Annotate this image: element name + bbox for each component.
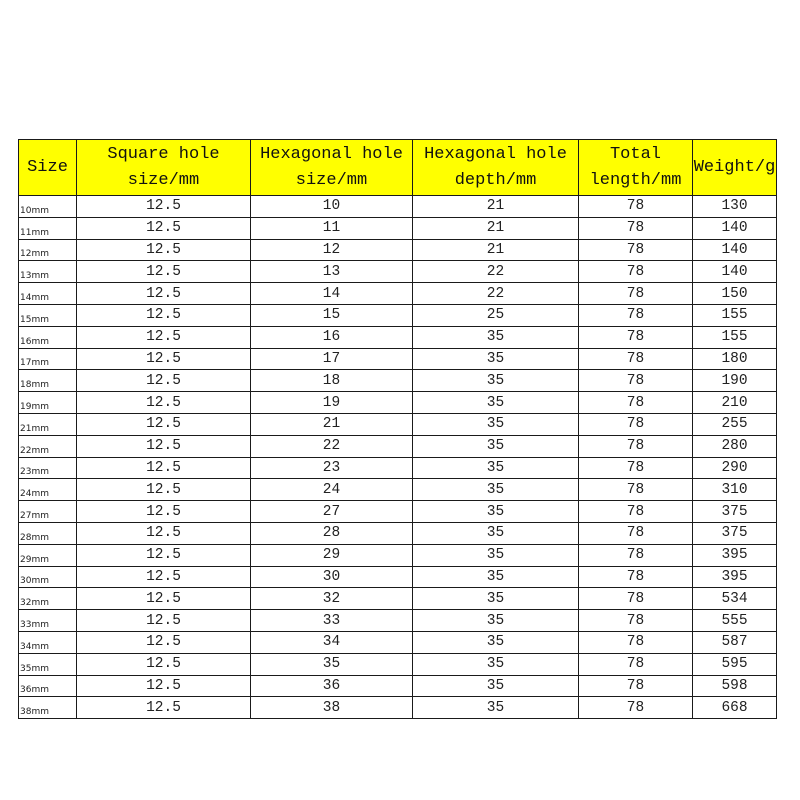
header-total-length-line: Total [609, 144, 661, 164]
header-weight-line: Weight/g [693, 157, 776, 177]
cell-weight: 210 [693, 392, 777, 414]
cell-weight: 668 [693, 697, 777, 719]
cell-size: 12mm [19, 239, 77, 261]
cell-weight: 598 [693, 675, 777, 697]
cell-size: 32mm [19, 588, 77, 610]
header-hexagonal-hole-depth [413, 140, 579, 196]
cell-hexagonal-hole-size: 16 [251, 326, 413, 348]
cell-hexagonal-hole-size: 15 [251, 304, 413, 326]
cell-size: 28mm [19, 522, 77, 544]
cell-square-hole-size: 12.5 [77, 370, 251, 392]
cell-weight: 395 [693, 566, 777, 588]
cell-hexagonal-hole-size: 30 [251, 566, 413, 588]
cell-hexagonal-hole-size: 19 [251, 392, 413, 414]
cell-size: 16mm [19, 326, 77, 348]
cell-hexagonal-hole-size: 38 [251, 697, 413, 719]
cell-weight: 155 [693, 304, 777, 326]
cell-square-hole-size: 12.5 [77, 588, 251, 610]
cell-square-hole-size: 12.5 [77, 217, 251, 239]
cell-size: 36mm [19, 675, 77, 697]
cell-total-length: 78 [579, 675, 693, 697]
cell-square-hole-size: 12.5 [77, 283, 251, 305]
cell-total-length: 78 [579, 697, 693, 719]
cell-weight: 180 [693, 348, 777, 370]
header-total-length-line: length/mm [589, 170, 682, 190]
header-hexagonal-hole-size-line: size/mm [295, 170, 368, 190]
table-row [19, 610, 777, 632]
cell-total-length: 78 [579, 392, 693, 414]
cell-total-length: 78 [579, 522, 693, 544]
cell-hexagonal-hole-size: 32 [251, 588, 413, 610]
cell-weight: 280 [693, 435, 777, 457]
cell-hexagonal-hole-size: 33 [251, 610, 413, 632]
cell-hexagonal-hole-depth: 35 [413, 697, 579, 719]
cell-hexagonal-hole-size: 18 [251, 370, 413, 392]
cell-square-hole-size: 12.5 [77, 239, 251, 261]
cell-total-length: 78 [579, 196, 693, 218]
cell-hexagonal-hole-size: 14 [251, 283, 413, 305]
cell-square-hole-size: 12.5 [77, 697, 251, 719]
cell-square-hole-size: 12.5 [77, 196, 251, 218]
cell-total-length: 78 [579, 283, 693, 305]
cell-hexagonal-hole-size: 12 [251, 239, 413, 261]
table-row [19, 239, 777, 261]
cell-square-hole-size: 12.5 [77, 304, 251, 326]
cell-size: 24mm [19, 479, 77, 501]
cell-hexagonal-hole-depth: 22 [413, 283, 579, 305]
table-row [19, 326, 777, 348]
table-row [19, 697, 777, 719]
cell-size: 23mm [19, 457, 77, 479]
table-row [19, 544, 777, 566]
spec-table [18, 139, 777, 719]
cell-total-length: 78 [579, 413, 693, 435]
table-row [19, 675, 777, 697]
cell-hexagonal-hole-size: 17 [251, 348, 413, 370]
cell-hexagonal-hole-depth: 35 [413, 392, 579, 414]
cell-square-hole-size: 12.5 [77, 544, 251, 566]
cell-hexagonal-hole-depth: 35 [413, 566, 579, 588]
cell-hexagonal-hole-depth: 35 [413, 457, 579, 479]
cell-square-hole-size: 12.5 [77, 413, 251, 435]
cell-total-length: 78 [579, 653, 693, 675]
cell-weight: 310 [693, 479, 777, 501]
cell-weight: 140 [693, 217, 777, 239]
cell-size: 27mm [19, 501, 77, 523]
cell-size: 11mm [19, 217, 77, 239]
cell-square-hole-size: 12.5 [77, 435, 251, 457]
cell-size: 17mm [19, 348, 77, 370]
header-weight [693, 140, 777, 196]
table-row [19, 392, 777, 414]
cell-size: 35mm [19, 653, 77, 675]
table-row [19, 413, 777, 435]
cell-hexagonal-hole-size: 11 [251, 217, 413, 239]
cell-size: 22mm [19, 435, 77, 457]
cell-hexagonal-hole-depth: 35 [413, 326, 579, 348]
header-total-length [579, 140, 693, 196]
table-row [19, 501, 777, 523]
cell-square-hole-size: 12.5 [77, 501, 251, 523]
cell-size: 29mm [19, 544, 77, 566]
cell-weight: 555 [693, 610, 777, 632]
cell-size: 38mm [19, 697, 77, 719]
cell-hexagonal-hole-depth: 22 [413, 261, 579, 283]
cell-hexagonal-hole-depth: 35 [413, 675, 579, 697]
cell-square-hole-size: 12.5 [77, 653, 251, 675]
cell-weight: 155 [693, 326, 777, 348]
header-square-hole-size [77, 140, 251, 196]
cell-hexagonal-hole-size: 29 [251, 544, 413, 566]
cell-weight: 375 [693, 501, 777, 523]
cell-weight: 255 [693, 413, 777, 435]
cell-square-hole-size: 12.5 [77, 631, 251, 653]
cell-weight: 534 [693, 588, 777, 610]
cell-total-length: 78 [579, 217, 693, 239]
cell-weight: 140 [693, 261, 777, 283]
cell-square-hole-size: 12.5 [77, 522, 251, 544]
cell-size: 13mm [19, 261, 77, 283]
cell-hexagonal-hole-depth: 35 [413, 479, 579, 501]
cell-square-hole-size: 12.5 [77, 457, 251, 479]
cell-hexagonal-hole-size: 10 [251, 196, 413, 218]
cell-hexagonal-hole-depth: 21 [413, 217, 579, 239]
cell-square-hole-size: 12.5 [77, 610, 251, 632]
cell-hexagonal-hole-depth: 35 [413, 588, 579, 610]
cell-square-hole-size: 12.5 [77, 261, 251, 283]
cell-total-length: 78 [579, 544, 693, 566]
cell-total-length: 78 [579, 566, 693, 588]
cell-square-hole-size: 12.5 [77, 348, 251, 370]
header-hexagonal-hole-depth-line: Hexagonal hole [424, 144, 567, 164]
cell-size: 10mm [19, 196, 77, 218]
cell-size: 18mm [19, 370, 77, 392]
cell-square-hole-size: 12.5 [77, 675, 251, 697]
cell-hexagonal-hole-size: 22 [251, 435, 413, 457]
cell-size: 19mm [19, 392, 77, 414]
cell-total-length: 78 [579, 435, 693, 457]
cell-hexagonal-hole-depth: 35 [413, 370, 579, 392]
cell-square-hole-size: 12.5 [77, 479, 251, 501]
table-row [19, 457, 777, 479]
table-row [19, 479, 777, 501]
cell-hexagonal-hole-depth: 35 [413, 435, 579, 457]
cell-weight: 395 [693, 544, 777, 566]
cell-hexagonal-hole-depth: 21 [413, 196, 579, 218]
table-row [19, 196, 777, 218]
cell-hexagonal-hole-depth: 35 [413, 348, 579, 370]
cell-total-length: 78 [579, 588, 693, 610]
header-size-line: Size [27, 157, 68, 177]
cell-total-length: 78 [579, 348, 693, 370]
cell-weight: 130 [693, 196, 777, 218]
cell-total-length: 78 [579, 501, 693, 523]
cell-total-length: 78 [579, 631, 693, 653]
table-row [19, 566, 777, 588]
cell-weight: 190 [693, 370, 777, 392]
header-square-hole-size-line: Square hole [107, 144, 220, 164]
cell-size: 14mm [19, 283, 77, 305]
header-hexagonal-hole-depth-line: depth/mm [454, 170, 537, 190]
cell-hexagonal-hole-size: 35 [251, 653, 413, 675]
header-row [19, 140, 777, 196]
table-row [19, 348, 777, 370]
cell-total-length: 78 [579, 479, 693, 501]
cell-total-length: 78 [579, 457, 693, 479]
cell-size: 15mm [19, 304, 77, 326]
cell-hexagonal-hole-depth: 21 [413, 239, 579, 261]
cell-square-hole-size: 12.5 [77, 326, 251, 348]
cell-hexagonal-hole-size: 28 [251, 522, 413, 544]
cell-total-length: 78 [579, 326, 693, 348]
header-size [19, 140, 77, 196]
table-row [19, 217, 777, 239]
cell-hexagonal-hole-depth: 25 [413, 304, 579, 326]
table-header [19, 140, 777, 196]
cell-size: 34mm [19, 631, 77, 653]
table-row [19, 522, 777, 544]
cell-square-hole-size: 12.5 [77, 392, 251, 414]
table-row [19, 653, 777, 675]
cell-weight: 150 [693, 283, 777, 305]
cell-hexagonal-hole-size: 24 [251, 479, 413, 501]
table-row [19, 370, 777, 392]
cell-hexagonal-hole-depth: 35 [413, 544, 579, 566]
cell-hexagonal-hole-size: 34 [251, 631, 413, 653]
cell-weight: 140 [693, 239, 777, 261]
table-row [19, 588, 777, 610]
cell-hexagonal-hole-size: 27 [251, 501, 413, 523]
cell-weight: 595 [693, 653, 777, 675]
cell-total-length: 78 [579, 370, 693, 392]
cell-hexagonal-hole-size: 13 [251, 261, 413, 283]
cell-weight: 375 [693, 522, 777, 544]
cell-square-hole-size: 12.5 [77, 566, 251, 588]
header-square-hole-size-line: size/mm [127, 170, 200, 190]
cell-hexagonal-hole-depth: 35 [413, 522, 579, 544]
cell-total-length: 78 [579, 610, 693, 632]
cell-hexagonal-hole-size: 21 [251, 413, 413, 435]
cell-hexagonal-hole-depth: 35 [413, 501, 579, 523]
table-row [19, 631, 777, 653]
cell-size: 30mm [19, 566, 77, 588]
table-row [19, 435, 777, 457]
cell-hexagonal-hole-depth: 35 [413, 610, 579, 632]
cell-hexagonal-hole-size: 23 [251, 457, 413, 479]
table-row [19, 283, 777, 305]
cell-total-length: 78 [579, 304, 693, 326]
cell-hexagonal-hole-size: 36 [251, 675, 413, 697]
table-body [19, 196, 777, 719]
cell-hexagonal-hole-depth: 35 [413, 413, 579, 435]
table-row [19, 304, 777, 326]
header-hexagonal-hole-size-line: Hexagonal hole [260, 144, 403, 164]
cell-hexagonal-hole-depth: 35 [413, 631, 579, 653]
cell-total-length: 78 [579, 239, 693, 261]
header-hexagonal-hole-size [251, 140, 413, 196]
cell-hexagonal-hole-depth: 35 [413, 653, 579, 675]
cell-weight: 587 [693, 631, 777, 653]
cell-total-length: 78 [579, 261, 693, 283]
cell-size: 21mm [19, 413, 77, 435]
cell-size: 33mm [19, 610, 77, 632]
cell-weight: 290 [693, 457, 777, 479]
table-row [19, 261, 777, 283]
